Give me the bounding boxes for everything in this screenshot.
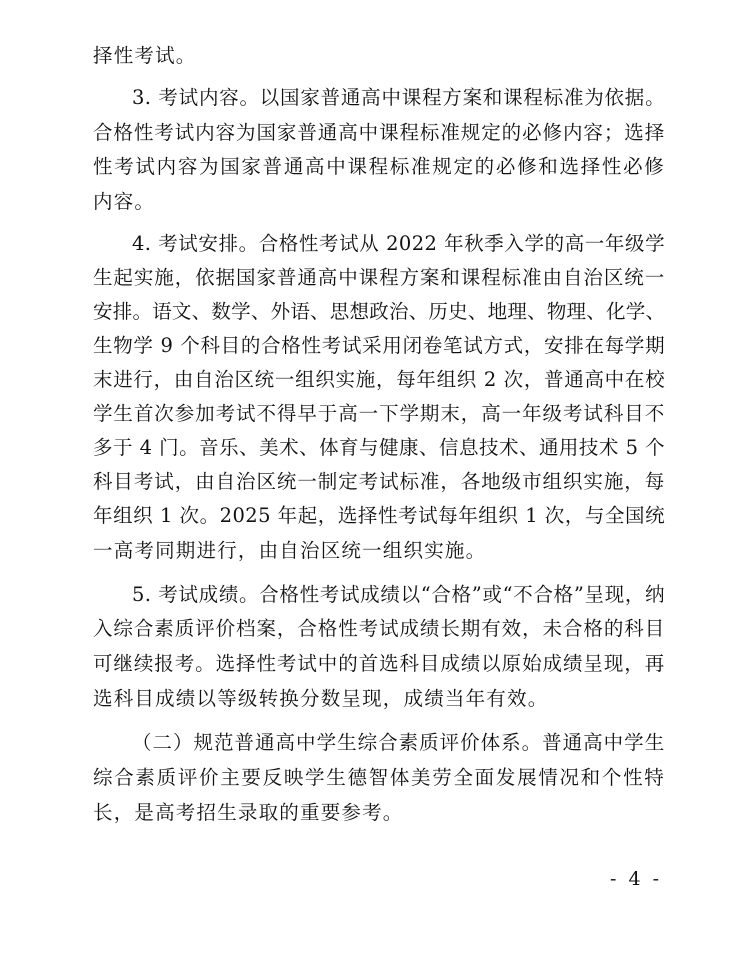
paragraph-line: 3. 考试内容。以国家普通高中课程方案和课程标准为依据。 <box>132 86 665 109</box>
paragraph-line: 多于 4 门。音乐、美术、体育与健康、信息技术、通用技术 5 个 <box>93 436 665 459</box>
page-number: - 4 - <box>610 868 663 890</box>
paragraph-line: 学生首次参加考试不得早于高一下学期末，高一年级考试科目不 <box>93 402 665 425</box>
paragraph-line: 性考试内容为国家普通高中课程标准规定的必修和选择性必修 <box>93 155 665 178</box>
paragraph-line: 年组织 1 次。2025 年起，选择性考试每年组织 1 次，与全国统 <box>93 504 665 527</box>
paragraph-line: 生物学 9 个科目的合格性考试采用闭卷笔试方式，安排在每学期 <box>93 334 665 357</box>
paragraph-line: 4. 考试安排。合格性考试从 2022 年秋季入学的高一年级学 <box>132 232 665 255</box>
paragraph-line: 一高考同期进行，由自治区统一组织实施。 <box>93 539 487 562</box>
paragraph-line: 末进行，由自治区统一组织实施，每年组织 2 次，普通高中在校 <box>93 368 665 391</box>
paragraph-line: 长，是高考招生录取的重要参考。 <box>93 801 404 824</box>
paragraph-line: 合格性考试内容为国家普通高中课程标准规定的必修内容；选择 <box>93 121 665 144</box>
paragraph-line: 选科目成绩以等级转换分数呈现，成绩当年有效。 <box>93 687 549 710</box>
paragraph-line: 择性考试。 <box>93 44 197 67</box>
paragraph-line: 内容。 <box>93 190 156 213</box>
paragraph-line: 科目考试，由自治区统一制定考试标准，各地级市组织实施，每 <box>93 470 665 493</box>
paragraph-line: 入综合素质评价档案，合格性考试成绩长期有效，未合格的科目 <box>93 617 665 640</box>
paragraph-line: 生起实施，依据国家普通高中课程方案和课程标准由自治区统一 <box>93 266 665 289</box>
paragraph-line: 可继续报考。选择性考试中的首选科目成绩以原始成绩呈现，再 <box>93 652 665 675</box>
paragraph-line: 综合素质评价主要反映学生德智体美劳全面发展情况和个性特 <box>93 766 665 789</box>
paragraph-line: 5. 考试成绩。合格性考试成绩以“合格”或“不合格”呈现，纳 <box>132 583 665 606</box>
section-heading-line: （二）规范普通高中学生综合素质评价体系。普通高中学生 <box>132 731 665 754</box>
paragraph-line: 安排。语文、数学、外语、思想政治、历史、地理、物理、化学、 <box>93 300 665 323</box>
